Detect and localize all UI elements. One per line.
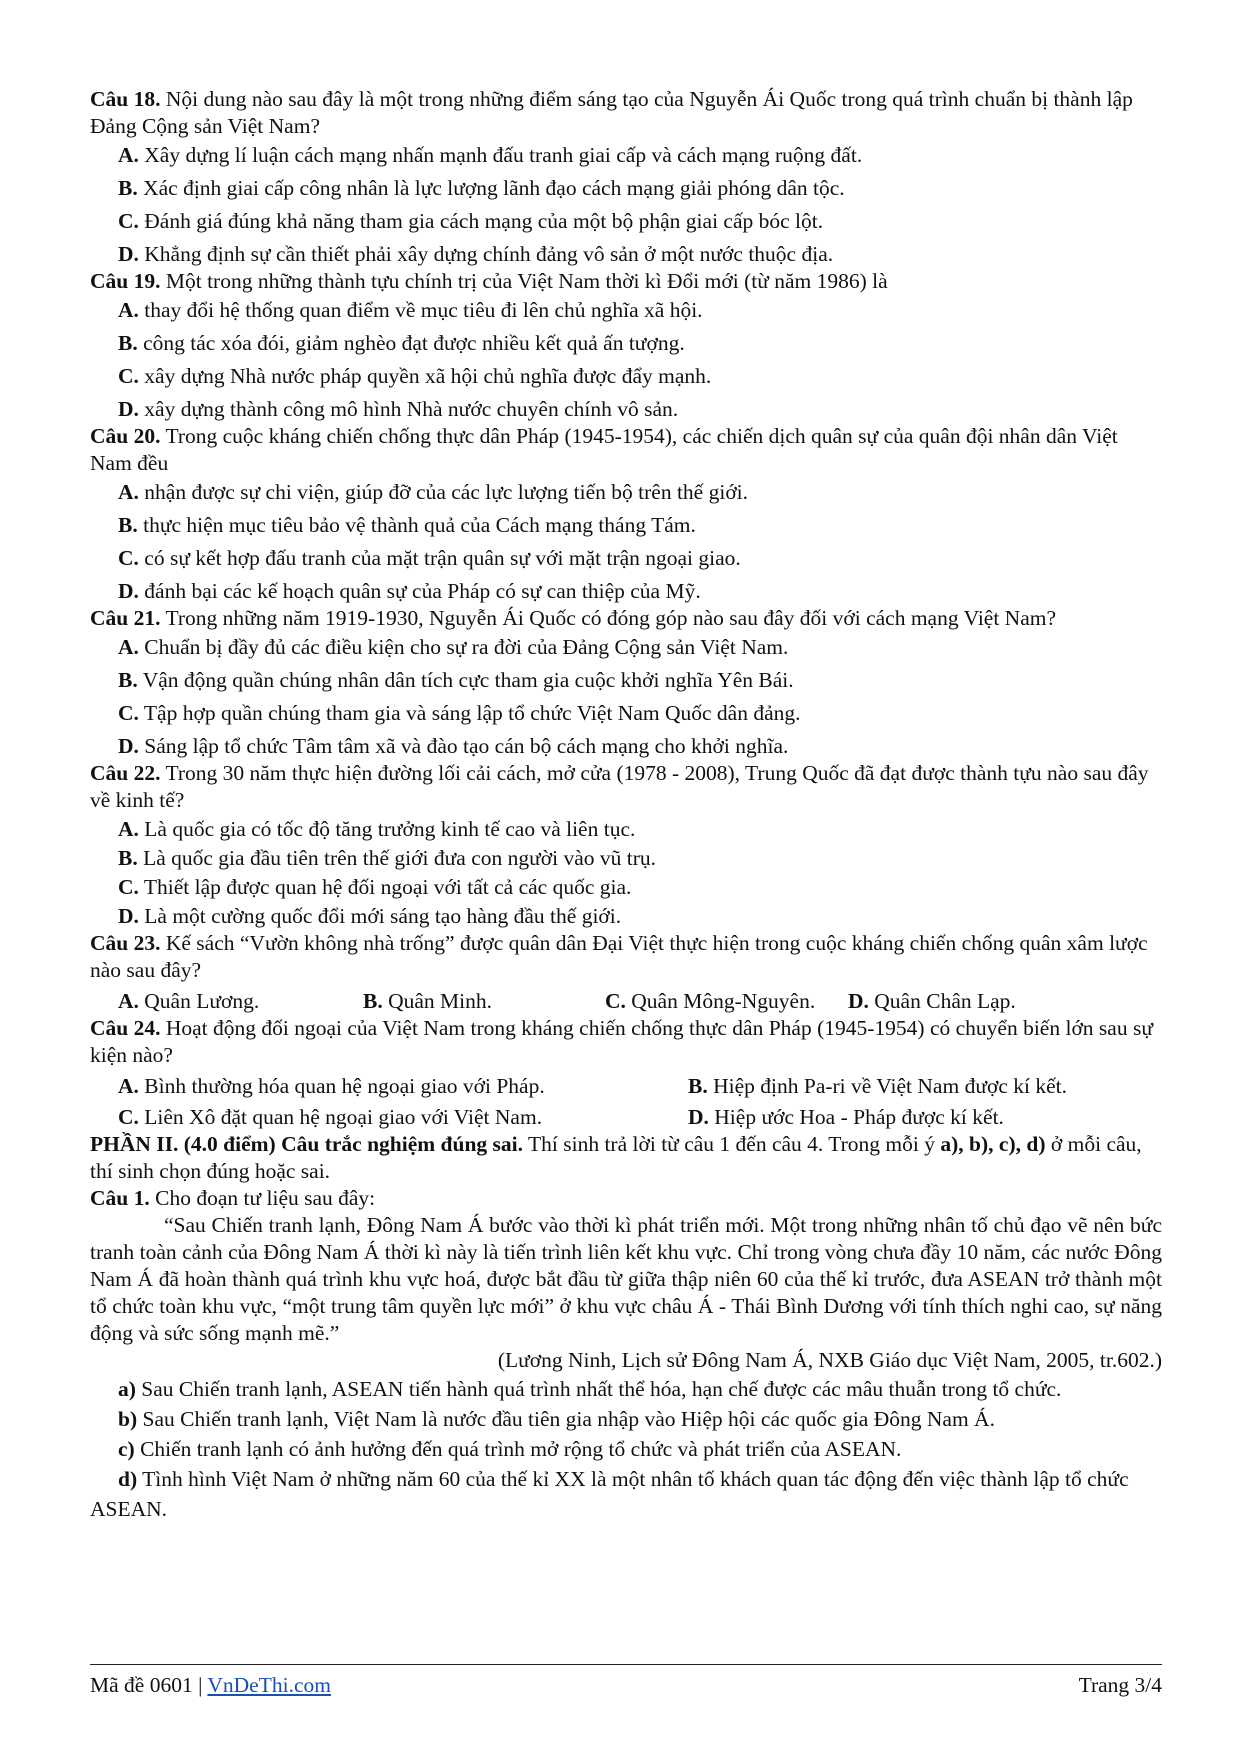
- option-key: B.: [118, 331, 138, 355]
- statement-key: a): [118, 1377, 136, 1401]
- options-row: [90, 1104, 1162, 1131]
- option-a: [90, 142, 1162, 169]
- statement-text: Sau Chiến tranh lạnh, ASEAN tiến hành quá trình nhất thể hóa, hạn chế được các mâu thuẫn trong tổ chức.: [135, 1377, 1062, 1401]
- question-label: Câu 20.: [90, 424, 161, 448]
- exam-page: [90, 86, 1162, 1524]
- option-a: [90, 479, 1162, 506]
- option-c: [605, 988, 848, 1015]
- option-key: C.: [605, 989, 626, 1013]
- option-text: Sáng lập tổ chức Tâm tâm xã và đào tạo cán bộ cách mạng cho khởi nghĩa.: [138, 734, 789, 758]
- question-stem: Kế sách “Vườn không nhà trống” được quân dân Đại Việt thực hiện trong cuộc kháng chiến chống quân xâm lược nào sau đây?: [90, 931, 1148, 982]
- option-text: Tập hợp quần chúng tham gia và sáng lập tổ chức Việt Nam Quốc dân đảng.: [138, 701, 801, 725]
- option-text: Bình thường hóa quan hệ ngoại giao với Pháp.: [138, 1074, 545, 1098]
- option-text: Khẳng định sự cần thiết phải xây dựng chính đảng vô sản ở một nước thuộc địa.: [138, 242, 834, 266]
- part-2-instructions: Thí sinh trả lời từ câu 1 đến câu 4. Trong mỗi ý: [523, 1132, 941, 1156]
- source-quote: “Sau Chiến tranh lạnh, Đông Nam Á bước vào thời kì phát triển mới. Một trong những nhân tố chủ đạo vẽ nên bức tranh toàn cảnh của Đông Nam Á thời kì này là tiến trình liên kết khu vực. Chỉ trong vòng chưa đầy 10 năm, các nước Đông Nam Á đã hoàn thành quá trình khu vực hoá, được bắt đầu từ giữa thập niên 60 của thế kỉ trước, đưa ASEAN trở thành một tổ chức toàn khu vực, “một trung tâm quyền lực mới” ở khu vực châu Á - Thái Bình Dương với tính thích nghi cao, sự năng động và sức sống mạnh mẽ.”: [90, 1213, 1162, 1345]
- exam-code: [90, 1673, 331, 1698]
- option-d: [848, 988, 1016, 1015]
- option-text: Xác định giai cấp công nhân là lực lượng lãnh đạo cách mạng giải phóng dân tộc.: [137, 176, 845, 200]
- option-text: Quân Minh.: [382, 989, 493, 1013]
- option-text: Là quốc gia đầu tiên trên thế giới đưa con người vào vũ trụ.: [137, 846, 657, 870]
- option-b: [688, 1073, 1067, 1100]
- question-stem: Nội dung nào sau đây là một trong những điểm sáng tạo của Nguyễn Ái Quốc trong quá trình chuẩn bị thành lập Đảng Cộng sản Việt Nam?: [90, 87, 1133, 138]
- option-b: [90, 667, 1162, 694]
- option-key: C.: [118, 1105, 139, 1129]
- option-text: Quân Chân Lạp.: [868, 989, 1016, 1013]
- question-label: Câu 18.: [90, 87, 161, 111]
- option-key: B.: [118, 513, 138, 537]
- question-label: Câu 1.: [90, 1186, 150, 1210]
- statement-key: b): [118, 1407, 138, 1431]
- page-number: Trang 3/4: [1078, 1673, 1162, 1697]
- option-c: [90, 700, 1162, 727]
- question-18: [90, 86, 1162, 268]
- option-text: Quân Lương.: [138, 989, 260, 1013]
- option-key: D.: [118, 734, 139, 758]
- question-stem: Một trong những thành tựu chính trị của Việt Nam thời kì Đổi mới (từ năm 1986) là: [160, 269, 888, 293]
- option-text: Quân Mông-Nguyên.: [625, 989, 816, 1013]
- option-d: [90, 396, 1162, 423]
- option-text: Liên Xô đặt quan hệ ngoại giao với Việt Nam.: [138, 1105, 543, 1129]
- option-text: Hiệp định Pa-ri về Việt Nam được kí kết.: [707, 1074, 1068, 1098]
- option-c: [90, 545, 1162, 572]
- part-2-title: PHẦN II. (4.0 điểm) Câu trắc nghiệm đúng sai.: [90, 1132, 524, 1156]
- statement-text: Chiến tranh lạnh có ảnh hưởng đến quá trình mở rộng tổ chức và phát triển của ASEAN.: [134, 1437, 902, 1461]
- question-20: [90, 423, 1162, 605]
- statement-b: [90, 1404, 1162, 1434]
- option-key: D.: [118, 397, 139, 421]
- option-key: B.: [118, 846, 138, 870]
- option-key: B.: [363, 989, 383, 1013]
- option-a: [118, 988, 363, 1015]
- statement-key: d): [118, 1467, 138, 1491]
- option-d: [90, 578, 1162, 605]
- option-b: [90, 512, 1162, 539]
- part-2-instructions-end: ở mỗi câu, thí sinh chọn đúng hoặc sai.: [90, 1132, 1142, 1183]
- tf-question-1: [90, 1185, 1162, 1524]
- statement-text: Tình hình Việt Nam ở những năm 60 của thế kỉ XX là một nhân tố khách quan tác động đến việc thành lập tổ chức ASEAN.: [90, 1467, 1129, 1521]
- question-stem: Cho đoạn tư liệu sau đây:: [149, 1186, 376, 1210]
- question-label: Câu 24.: [90, 1016, 161, 1040]
- option-text: xây dựng thành công mô hình Nhà nước chuyên chính vô sản.: [138, 397, 679, 421]
- options-row: [90, 988, 1162, 1015]
- option-text: Đánh giá đúng khả năng tham gia cách mạng của một bộ phận giai cấp bóc lột.: [138, 209, 824, 233]
- option-key: C.: [118, 701, 139, 725]
- option-key: A.: [118, 817, 139, 841]
- option-key: A.: [118, 143, 139, 167]
- option-text: Thiết lập được quan hệ đối ngoại với tất cả các quốc gia.: [138, 875, 632, 899]
- option-text: Là quốc gia có tốc độ tăng trưởng kinh tế cao và liên tục.: [138, 817, 636, 841]
- option-text: Xây dựng lí luận cách mạng nhấn mạnh đấu tranh giai cấp và cách mạng ruộng đất.: [138, 143, 863, 167]
- option-key: D.: [118, 242, 139, 266]
- option-b: [90, 175, 1162, 202]
- statement-a: [90, 1374, 1162, 1404]
- option-d: [688, 1104, 1004, 1131]
- question-stem: Trong 30 năm thực hiện đường lối cải cách, mở cửa (1978 - 2008), Trung Quốc đã đạt được thành tựu nào sau đây về kinh tế?: [90, 761, 1149, 812]
- options-row: [90, 1073, 1162, 1100]
- option-key: B.: [118, 668, 138, 692]
- option-text: thực hiện mục tiêu bảo vệ thành quả của Cách mạng tháng Tám.: [137, 513, 696, 537]
- option-b: [90, 330, 1162, 357]
- option-key: B.: [118, 176, 138, 200]
- option-text: Hiệp ước Hoa - Pháp được kí kết.: [708, 1105, 1004, 1129]
- option-key: A.: [118, 989, 139, 1013]
- site-link[interactable]: VnDeThi.com: [207, 1673, 331, 1697]
- question-label: Câu 19.: [90, 269, 161, 293]
- option-key: A.: [118, 480, 139, 504]
- option-key: D.: [118, 904, 139, 928]
- option-c: [90, 363, 1162, 390]
- exam-code-text: Mã đề 0601 |: [90, 1673, 208, 1697]
- statement-d: [90, 1464, 1162, 1524]
- option-b: [363, 988, 605, 1015]
- page-footer: [90, 1664, 1162, 1698]
- option-a: [90, 816, 1162, 843]
- option-c: [90, 874, 1162, 901]
- option-d: [90, 733, 1162, 760]
- option-a: [118, 1073, 688, 1100]
- option-text: Là một cường quốc đổi mới sáng tạo hàng đầu thế giới.: [138, 904, 622, 928]
- option-text: đánh bại các kế hoạch quân sự của Pháp có sự can thiệp của Mỹ.: [138, 579, 701, 603]
- question-label: Câu 23.: [90, 931, 161, 955]
- question-stem: Trong cuộc kháng chiến chống thực dân Pháp (1945-1954), các chiến dịch quân sự của quân đội nhân dân Việt Nam đều: [90, 424, 1118, 475]
- option-text: có sự kết hợp đấu tranh của mặt trận quân sự với mặt trận ngoại giao.: [138, 546, 741, 570]
- part-2-marks: a), b), c), d): [940, 1132, 1046, 1156]
- option-key: D.: [848, 989, 869, 1013]
- question-22: [90, 760, 1162, 930]
- statement-key: c): [118, 1437, 135, 1461]
- option-text: Chuẩn bị đầy đủ các điều kiện cho sự ra đời của Đảng Cộng sản Việt Nam.: [138, 635, 789, 659]
- option-text: nhận được sự chi viện, giúp đỡ của các lực lượng tiến bộ trên thế giới.: [138, 480, 749, 504]
- question-label: Câu 21.: [90, 606, 161, 630]
- question-21: [90, 605, 1162, 760]
- option-key: C.: [118, 875, 139, 899]
- option-text: Vận động quần chúng nhân dân tích cực tham gia cuộc khởi nghĩa Yên Bái.: [137, 668, 794, 692]
- statement-c: [90, 1434, 1162, 1464]
- option-d: [90, 903, 1162, 930]
- option-c: [90, 208, 1162, 235]
- option-text: thay đổi hệ thống quan điểm về mục tiêu đi lên chủ nghĩa xã hội.: [138, 298, 703, 322]
- option-a: [90, 297, 1162, 324]
- question-19: [90, 268, 1162, 423]
- option-key: B.: [688, 1074, 708, 1098]
- option-a: [90, 634, 1162, 661]
- option-c: [118, 1104, 688, 1131]
- option-key: A.: [118, 1074, 139, 1098]
- part-2-heading: [90, 1131, 1162, 1185]
- option-b: [90, 845, 1162, 872]
- option-key: C.: [118, 364, 139, 388]
- option-key: C.: [118, 546, 139, 570]
- option-key: C.: [118, 209, 139, 233]
- question-24: [90, 1015, 1162, 1131]
- option-key: A.: [118, 298, 139, 322]
- question-label: Câu 22.: [90, 761, 161, 785]
- option-text: công tác xóa đói, giảm nghèo đạt được nhiều kết quả ấn tượng.: [137, 331, 685, 355]
- option-key: D.: [118, 579, 139, 603]
- option-key: A.: [118, 635, 139, 659]
- option-key: D.: [688, 1105, 709, 1129]
- question-stem: Trong những năm 1919-1930, Nguyễn Ái Quốc có đóng góp nào sau đây đối với cách mạng Việt Nam?: [160, 606, 1057, 630]
- option-text: xây dựng Nhà nước pháp quyền xã hội chủ nghĩa được đẩy mạnh.: [138, 364, 712, 388]
- option-d: [90, 241, 1162, 268]
- source-citation: (Lương Ninh, Lịch sử Đông Nam Á, NXB Giáo dục Việt Nam, 2005, tr.602.): [497, 1348, 1162, 1372]
- question-stem: Hoạt động đối ngoại của Việt Nam trong kháng chiến chống thực dân Pháp (1945-1954) có chuyển biến lớn sau sự kiện nào?: [90, 1016, 1153, 1067]
- statement-text: Sau Chiến tranh lạnh, Việt Nam là nước đầu tiên gia nhập vào Hiệp hội các quốc gia Đông Nam Á.: [137, 1407, 995, 1431]
- question-23: [90, 930, 1162, 1015]
